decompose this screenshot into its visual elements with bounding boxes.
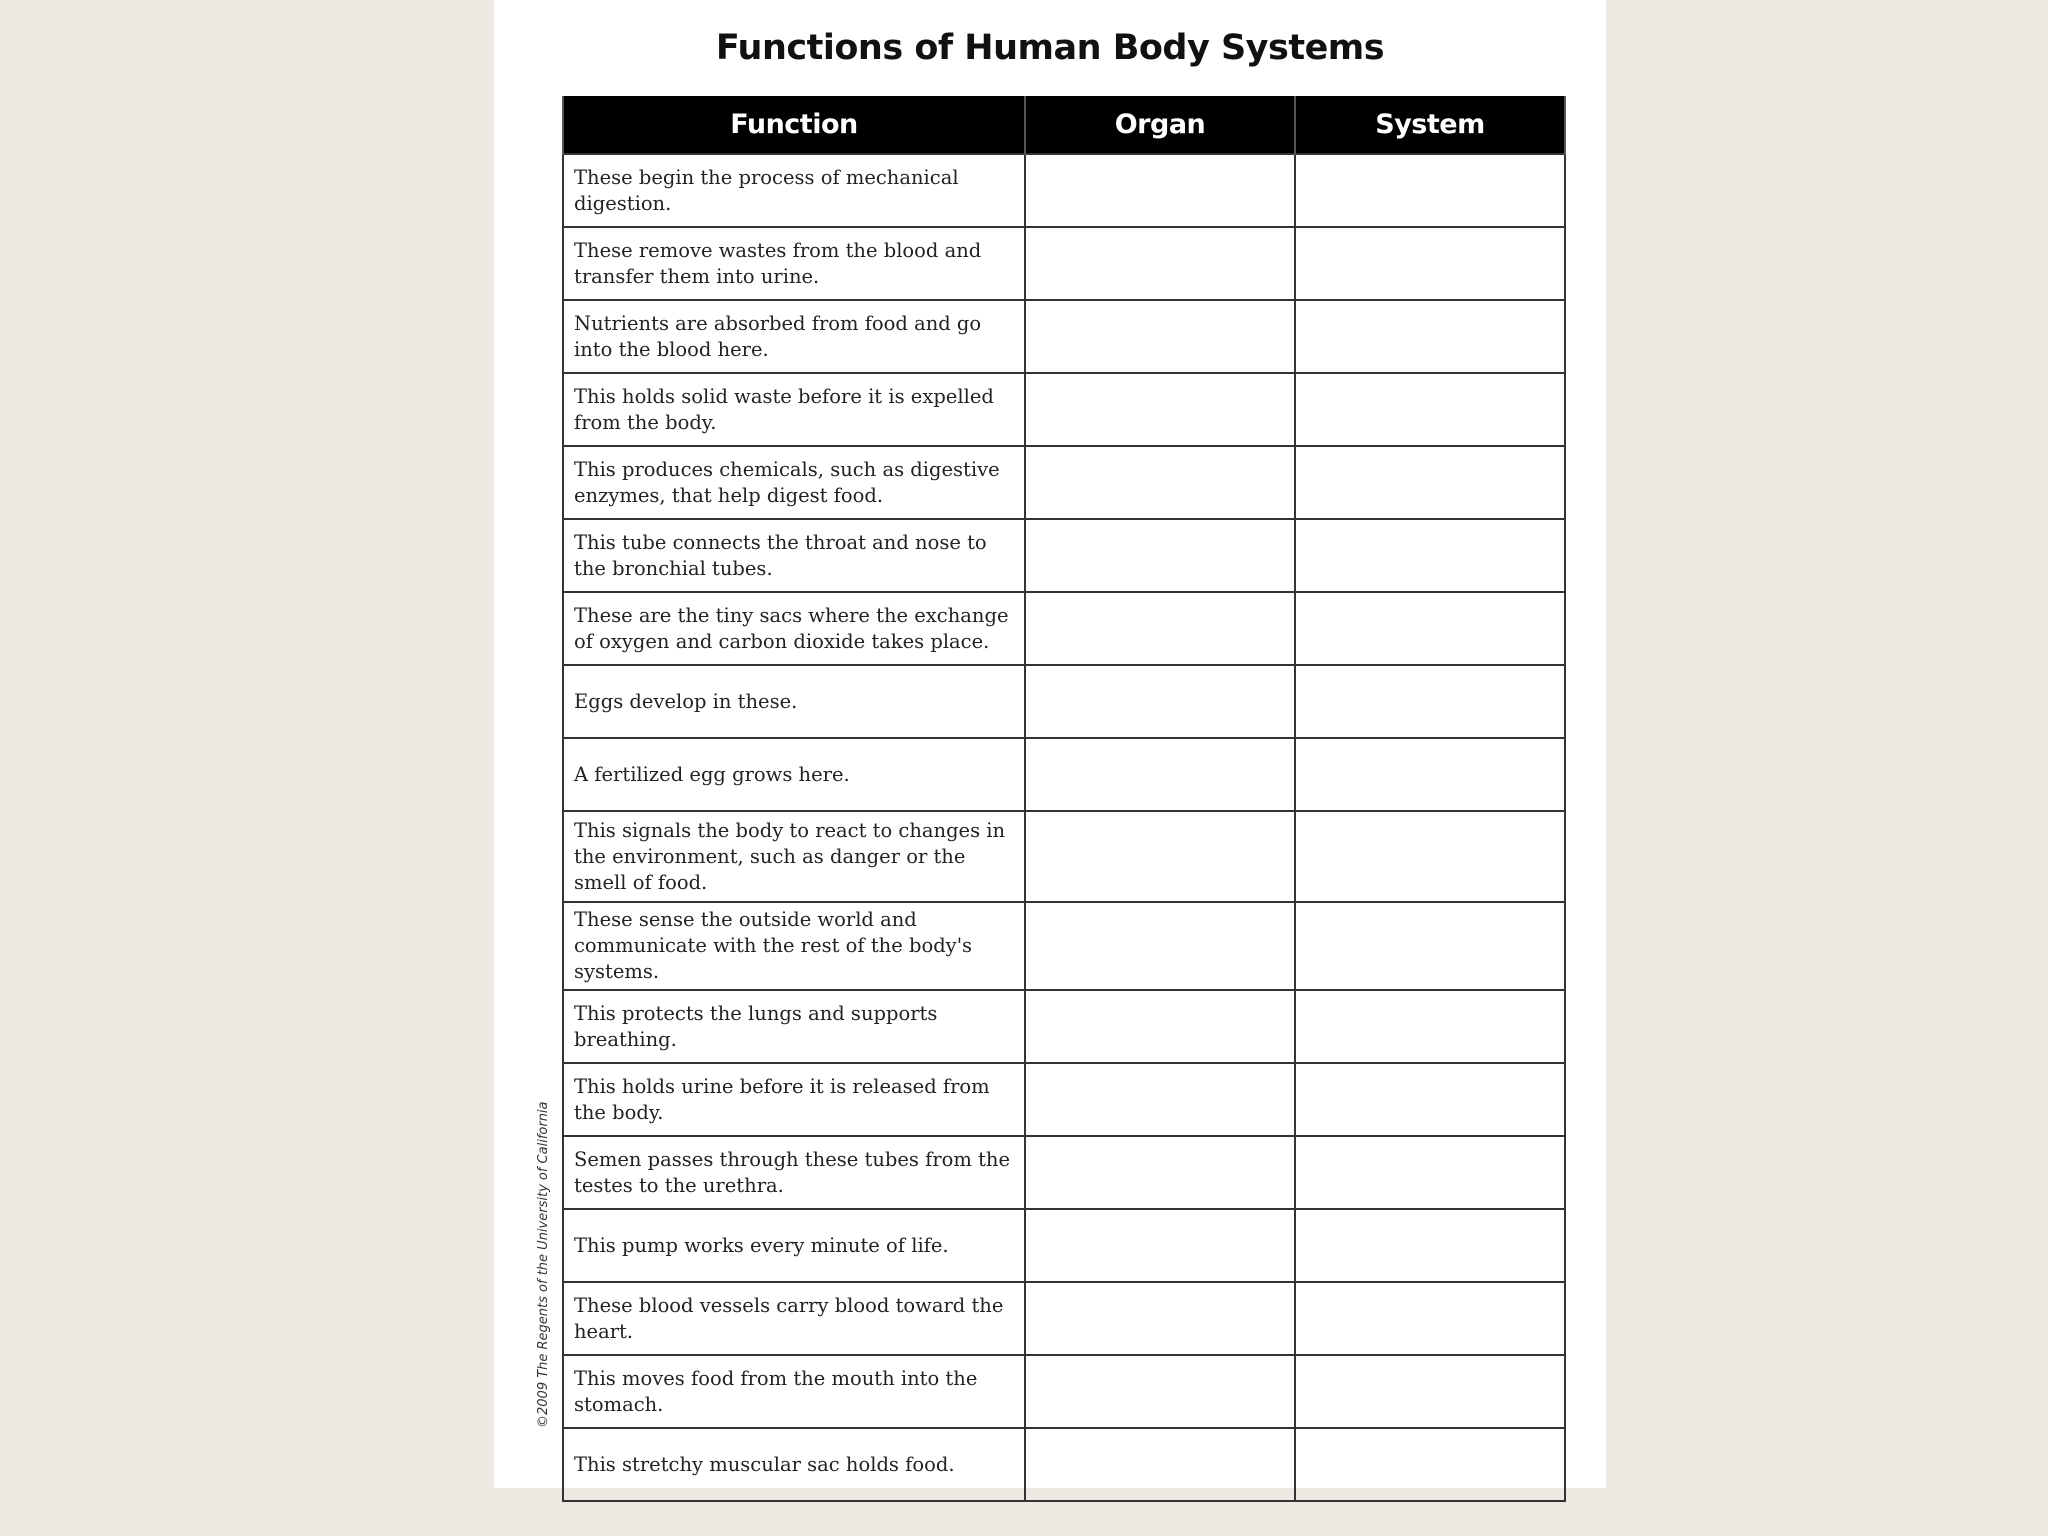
system-answer-cell[interactable] (1295, 1282, 1565, 1355)
function-cell: Nutrients are absorbed from food and go into the blood here. (563, 300, 1025, 373)
organ-answer-cell[interactable] (1025, 990, 1295, 1063)
table-row (563, 1355, 1565, 1428)
table-row (563, 227, 1565, 300)
table-row (563, 154, 1565, 227)
function-cell: This signals the body to react to changes in the environment, such as danger or the smell of food. (563, 811, 1025, 902)
system-answer-cell[interactable] (1295, 1355, 1565, 1428)
function-cell: A fertilized egg grows here. (563, 738, 1025, 811)
function-cell: These sense the outside world and communicate with the rest of the body's systems. (563, 902, 1025, 990)
organ-answer-cell[interactable] (1025, 227, 1295, 300)
system-answer-cell[interactable] (1295, 1428, 1565, 1501)
function-cell: These are the tiny sacs where the exchange of oxygen and carbon dioxide takes place. (563, 592, 1025, 665)
worksheet-page (494, 0, 1606, 1488)
function-cell: This moves food from the mouth into the stomach. (563, 1355, 1025, 1428)
function-cell: This holds urine before it is released from the body. (563, 1063, 1025, 1136)
organ-answer-cell[interactable] (1025, 902, 1295, 990)
organ-answer-cell[interactable] (1025, 1136, 1295, 1209)
table-row (563, 1136, 1565, 1209)
system-answer-cell[interactable] (1295, 665, 1565, 738)
table-row (563, 300, 1565, 373)
header-row (563, 96, 1565, 154)
table-row (563, 373, 1565, 446)
page-title: Functions of Human Body Systems (715, 28, 1385, 68)
organ-answer-cell[interactable] (1025, 1282, 1295, 1355)
table-row (563, 1063, 1565, 1136)
system-answer-cell[interactable] (1295, 154, 1565, 227)
table-row (563, 592, 1565, 665)
function-cell: Eggs develop in these. (563, 665, 1025, 738)
system-answer-cell[interactable] (1295, 519, 1565, 592)
table-row (563, 446, 1565, 519)
organ-answer-cell[interactable] (1025, 665, 1295, 738)
function-cell: These begin the process of mechanical digestion. (563, 154, 1025, 227)
system-answer-cell[interactable] (1295, 592, 1565, 665)
organ-answer-cell[interactable] (1025, 1063, 1295, 1136)
function-cell: This pump works every minute of life. (563, 1209, 1025, 1282)
system-answer-cell[interactable] (1295, 902, 1565, 990)
system-answer-cell[interactable] (1295, 446, 1565, 519)
organ-answer-cell[interactable] (1025, 811, 1295, 902)
column-header-function: Function (563, 96, 1025, 154)
system-answer-cell[interactable] (1295, 738, 1565, 811)
table-row (563, 665, 1565, 738)
organ-answer-cell[interactable] (1025, 446, 1295, 519)
organ-answer-cell[interactable] (1025, 1428, 1295, 1501)
table-row (563, 1428, 1565, 1501)
function-cell: These blood vessels carry blood toward the heart. (563, 1282, 1025, 1355)
table-row (563, 902, 1565, 990)
system-answer-cell[interactable] (1295, 373, 1565, 446)
table-row (563, 1209, 1565, 1282)
system-answer-cell[interactable] (1295, 811, 1565, 902)
organ-answer-cell[interactable] (1025, 519, 1295, 592)
function-cell: This stretchy muscular sac holds food. (563, 1428, 1025, 1501)
function-cell: Semen passes through these tubes from the testes to the urethra. (563, 1136, 1025, 1209)
organ-answer-cell[interactable] (1025, 1209, 1295, 1282)
functions-table (562, 96, 1566, 1502)
system-answer-cell[interactable] (1295, 1063, 1565, 1136)
table-row (563, 811, 1565, 902)
function-cell: These remove wastes from the blood and transfer them into urine. (563, 227, 1025, 300)
organ-answer-cell[interactable] (1025, 154, 1295, 227)
table-row (563, 1282, 1565, 1355)
function-cell: This protects the lungs and supports breathing. (563, 990, 1025, 1063)
organ-answer-cell[interactable] (1025, 373, 1295, 446)
table-row (563, 519, 1565, 592)
function-cell: This holds solid waste before it is expelled from the body. (563, 373, 1025, 446)
organ-answer-cell[interactable] (1025, 592, 1295, 665)
table-row (563, 738, 1565, 811)
table-row (563, 990, 1565, 1063)
organ-answer-cell[interactable] (1025, 300, 1295, 373)
column-header-system: System (1295, 96, 1565, 154)
column-header-organ: Organ (1025, 96, 1295, 154)
organ-answer-cell[interactable] (1025, 1355, 1295, 1428)
system-answer-cell[interactable] (1295, 300, 1565, 373)
system-answer-cell[interactable] (1295, 1209, 1565, 1282)
function-cell: This tube connects the throat and nose to the bronchial tubes. (563, 519, 1025, 592)
organ-answer-cell[interactable] (1025, 738, 1295, 811)
system-answer-cell[interactable] (1295, 1136, 1565, 1209)
function-cell: This produces chemicals, such as digestive enzymes, that help digest food. (563, 446, 1025, 519)
system-answer-cell[interactable] (1295, 990, 1565, 1063)
system-answer-cell[interactable] (1295, 227, 1565, 300)
copyright-notice: ©2009 The Regents of the University of California (536, 1101, 551, 1428)
